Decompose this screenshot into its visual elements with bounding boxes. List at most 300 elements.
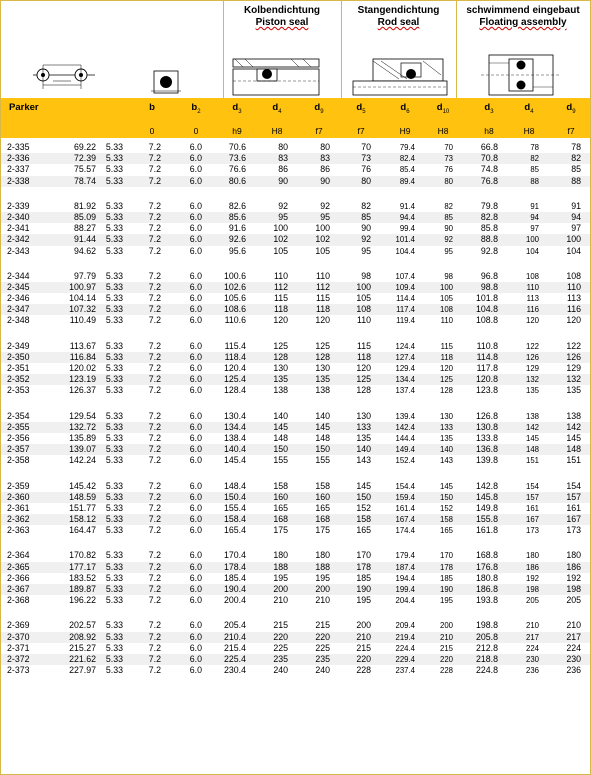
cell-b2: 6.0 (189, 175, 202, 186)
cell-cross-section: 5.33 (105, 281, 123, 292)
cell-float-d9: 148 (566, 444, 581, 455)
cell-float-d3: 70.8 (480, 153, 498, 164)
groove-cross-section-icon (151, 69, 181, 95)
cell-float-d3: 176.8 (475, 561, 498, 572)
cell-piston-d3: 138.4 (223, 432, 246, 443)
table-row (1, 481, 590, 492)
cell-piston-d9: 158 (315, 480, 330, 491)
cell-piston-d9: 168 (315, 514, 330, 525)
cell-rod-d5: 215 (356, 642, 371, 653)
cell-rod-d5: 165 (356, 525, 371, 536)
cell-b: 7.2 (148, 315, 161, 326)
cell-float-d4: 94 (530, 212, 539, 222)
cell-parker-no: 2-338 (7, 175, 30, 186)
floating-heading-de: schwimmend eingebaut (466, 5, 580, 16)
cell-b: 7.2 (148, 525, 161, 536)
cell-piston-d9: 115 (315, 293, 330, 304)
cell-b: 7.2 (148, 572, 161, 583)
cell-cross-section: 5.33 (105, 340, 123, 351)
cell-rod-d10: 80 (444, 176, 453, 186)
table-row (1, 304, 590, 315)
cell-float-d3: 161.8 (475, 525, 498, 536)
cell-parker-no: 2-362 (7, 514, 30, 525)
cell-rod-d10: 143 (439, 456, 453, 466)
cell-rod-d6: 107.4 (395, 271, 415, 281)
cell-rod-d6: 127.4 (395, 352, 415, 362)
cell-b: 7.2 (148, 642, 161, 653)
cell-b2: 6.0 (189, 561, 202, 572)
cell-rod-d5: 140 (356, 444, 371, 455)
col-d9-sub: 9 (320, 108, 324, 115)
cell-b2: 6.0 (189, 595, 202, 606)
cell-parker-no: 2-371 (7, 642, 30, 653)
cell-piston-d4: 120 (273, 315, 288, 326)
cell-float-d9: 154 (566, 480, 581, 491)
table-row (1, 363, 590, 374)
cell-float-d3: 85.8 (480, 223, 498, 234)
tol-d9: f7 (315, 126, 323, 136)
cell-piston-d9: 83 (320, 153, 330, 164)
cell-rod-d10: 152 (439, 503, 453, 513)
cell-rod-d10: 150 (439, 492, 453, 502)
cell-piston-d4: 155 (273, 455, 288, 466)
cell-b2: 6.0 (189, 514, 202, 525)
cell-parker-no: 2-335 (7, 142, 30, 152)
cell-parker-no: 2-366 (7, 572, 30, 583)
cell-piston-d3: 102.6 (223, 281, 246, 292)
cell-cross-section: 5.33 (105, 653, 123, 664)
cell-inner-diameter: 72.39 (73, 153, 96, 164)
cell-b2: 6.0 (189, 620, 202, 631)
cell-rod-d6: 219.4 (395, 632, 415, 642)
cell-inner-diameter: 107.32 (69, 304, 96, 315)
table-row (1, 595, 590, 606)
cell-float-d4: 104 (525, 246, 539, 256)
cell-piston-d9: 175 (315, 525, 330, 536)
cell-rod-d10: 145 (439, 481, 453, 491)
cell-float-d3: 142.8 (475, 480, 498, 491)
cell-rod-d10: 100 (439, 282, 453, 292)
col-float-d3 (469, 102, 509, 115)
cell-float-d9: 100 (566, 234, 581, 245)
dimension-table-body (1, 142, 590, 676)
cell-float-d4: 122 (525, 341, 539, 351)
cell-parker-no: 2-351 (7, 363, 30, 373)
cell-rod-d6: 94.4 (399, 212, 415, 222)
cell-rod-d5: 120 (356, 363, 371, 373)
cell-rod-d10: 108 (439, 305, 453, 315)
column-header-bar (1, 98, 590, 138)
cell-piston-d4: 95 (278, 211, 288, 222)
cell-rod-d10: 158 (439, 515, 453, 525)
group-spacer (1, 606, 590, 620)
cell-b: 7.2 (148, 514, 161, 525)
group-spacer (1, 257, 590, 271)
piston-seal-heading (223, 5, 341, 29)
cell-float-d4: 82 (530, 154, 539, 164)
cell-float-d9: 85 (571, 164, 581, 175)
cell-parker-no: 2-353 (7, 385, 30, 396)
cell-inner-diameter: 110.49 (69, 315, 96, 326)
cell-rod-d10: 110 (440, 316, 453, 326)
cell-float-d3: 98.8 (480, 281, 498, 292)
cell-piston-d4: 110 (273, 270, 288, 281)
cell-b: 7.2 (148, 410, 161, 421)
cell-inner-diameter: 189.87 (69, 584, 96, 594)
cell-piston-d4: 105 (273, 245, 288, 256)
cell-parker-no: 2-358 (7, 455, 30, 466)
cell-rod-d10: 200 (439, 621, 453, 631)
cell-rod-d10: 73 (444, 154, 453, 164)
cell-float-d9: 113 (566, 293, 581, 304)
cell-float-d9: 132 (566, 374, 581, 385)
cell-float-d3: 218.8 (475, 653, 498, 664)
cell-rod-d6: 224.4 (395, 643, 415, 653)
tol-rod-d5: f7 (357, 126, 365, 136)
cell-piston-d4: 225 (273, 642, 288, 653)
cell-b: 7.2 (148, 245, 161, 256)
cell-rod-d10: 170 (439, 551, 453, 561)
cell-rod-d6: 149.4 (395, 445, 415, 455)
cell-b: 7.2 (148, 665, 161, 676)
cell-piston-d4: 175 (273, 525, 288, 536)
cell-cross-section: 5.33 (105, 584, 123, 594)
cell-cross-section: 5.33 (105, 572, 123, 583)
table-row (1, 550, 590, 561)
cell-parker-no: 2-367 (7, 584, 30, 594)
table-row (1, 411, 590, 422)
cell-float-d4: 154 (525, 481, 539, 491)
cell-float-d9: 167 (566, 514, 581, 525)
cell-rod-d10: 190 (439, 585, 453, 594)
cell-piston-d4: 200 (273, 584, 288, 594)
cell-inner-diameter: 164.47 (69, 525, 96, 536)
cell-float-d3: 126.8 (475, 410, 498, 421)
col-parker: Parker (9, 102, 39, 113)
cell-rod-d5: 115 (356, 340, 371, 351)
cell-float-d3: 168.8 (475, 550, 498, 561)
cell-float-d4: 120 (525, 316, 539, 326)
col-float-d3-label: d (484, 102, 491, 113)
cell-rod-d10: 210 (439, 632, 453, 642)
cell-rod-d6: 161.4 (395, 503, 415, 513)
cell-float-d4: 113 (526, 294, 539, 304)
cell-b2: 6.0 (189, 200, 202, 211)
cell-piston-d4: 195 (273, 572, 288, 583)
cell-float-d9: 97 (571, 223, 581, 234)
cell-cross-section: 5.33 (105, 363, 123, 373)
cell-piston-d3: 185.4 (223, 572, 246, 583)
cell-cross-section: 5.33 (105, 245, 123, 256)
cell-rod-d6: 104.4 (395, 246, 415, 256)
cell-rod-d10: 165 (439, 526, 453, 536)
cell-inner-diameter: 208.92 (69, 631, 96, 642)
cell-rod-d5: 185 (356, 572, 371, 583)
table-row (1, 352, 590, 363)
cell-rod-d10: 133 (439, 422, 453, 432)
cell-cross-section: 5.33 (105, 410, 123, 421)
cell-float-d9: 161 (566, 502, 581, 513)
cell-piston-d4: 130 (273, 363, 288, 373)
cell-piston-d9: 195 (315, 572, 330, 583)
cell-float-d4: 138 (525, 411, 539, 421)
cell-cross-section: 5.33 (105, 491, 123, 502)
cell-float-d3: 101.8 (475, 293, 498, 304)
cell-b: 7.2 (148, 432, 161, 443)
cell-rod-d10: 128 (439, 386, 453, 396)
cell-inner-diameter: 183.52 (69, 572, 96, 583)
col-d9-label: d (314, 102, 321, 113)
cell-float-d4: 110 (526, 282, 539, 292)
cell-b: 7.2 (148, 620, 161, 631)
cell-float-d4: 97 (530, 224, 539, 234)
cell-rod-d5: 152 (356, 502, 371, 513)
cell-piston-d3: 155.4 (223, 502, 246, 513)
cell-rod-d10: 125 (439, 375, 453, 385)
cell-float-d4: 126 (525, 352, 539, 362)
cell-float-d9: 198 (566, 584, 581, 594)
cell-float-d3: 205.8 (475, 631, 498, 642)
cell-rod-d6: 174.4 (395, 526, 415, 536)
cell-float-d3: 155.8 (475, 514, 498, 525)
cell-float-d9: 210 (566, 620, 581, 631)
cell-rod-d5: 105 (356, 293, 371, 304)
cell-rod-d5: 118 (356, 351, 371, 362)
cell-inner-diameter: 177.17 (69, 561, 96, 572)
cell-inner-diameter: 88.27 (73, 223, 96, 234)
cell-piston-d9: 80 (320, 142, 330, 152)
cell-rod-d10: 115 (440, 341, 453, 351)
cell-inner-diameter: 97.79 (73, 270, 96, 281)
cell-rod-d6: 139.4 (395, 411, 415, 421)
cell-piston-d3: 128.4 (223, 385, 246, 396)
cell-parker-no: 2-336 (7, 153, 30, 164)
cell-piston-d9: 112 (315, 281, 330, 292)
table-row (1, 584, 590, 595)
cell-cross-section: 5.33 (105, 164, 123, 175)
cell-cross-section: 5.33 (105, 142, 123, 152)
cell-b2: 6.0 (189, 631, 202, 642)
piston-seal-diagram-icon (231, 57, 321, 97)
cell-piston-d9: 150 (315, 444, 330, 455)
cell-float-d3: 149.8 (475, 502, 498, 513)
cell-piston-d4: 90 (278, 175, 288, 186)
cell-piston-d3: 100.6 (223, 270, 246, 281)
tol-rod-d10: H8 (437, 126, 449, 136)
cell-inner-diameter: 148.59 (69, 491, 96, 502)
cell-piston-d3: 148.4 (223, 480, 246, 491)
cell-piston-d4: 210 (273, 595, 288, 606)
cell-b: 7.2 (148, 363, 161, 373)
cell-inner-diameter: 126.37 (69, 385, 96, 396)
cell-parker-no: 2-363 (7, 525, 30, 536)
cell-rod-d6: 79.4 (399, 143, 415, 152)
table-row (1, 654, 590, 665)
cell-inner-diameter: 202.57 (69, 620, 96, 631)
cell-float-d9: 192 (566, 572, 581, 583)
cell-piston-d9: 90 (320, 175, 330, 186)
cell-parker-no: 2-337 (7, 164, 30, 175)
cell-b: 7.2 (148, 444, 161, 455)
cell-piston-d9: 220 (315, 631, 330, 642)
cell-inner-diameter: 85.09 (73, 211, 96, 222)
cell-piston-d9: 105 (315, 245, 330, 256)
cell-float-d3: 212.8 (475, 642, 498, 653)
cell-float-d3: 123.8 (475, 385, 498, 396)
cell-rod-d5: 95 (361, 245, 371, 256)
cell-piston-d4: 150 (273, 444, 288, 455)
cell-piston-d3: 70.6 (228, 142, 246, 152)
cell-inner-diameter: 91.44 (73, 234, 96, 245)
cell-b: 7.2 (148, 175, 161, 186)
col-float-d9 (551, 102, 591, 115)
tol-rod-d6: H9 (399, 126, 411, 136)
cell-piston-d4: 165 (273, 502, 288, 513)
cell-piston-d3: 82.6 (228, 200, 246, 211)
cell-float-d9: 120 (566, 315, 581, 326)
cell-piston-d3: 205.4 (223, 620, 246, 631)
cell-piston-d9: 155 (315, 455, 330, 466)
cell-rod-d10: 195 (439, 596, 453, 606)
cell-b2: 6.0 (189, 455, 202, 466)
cell-float-d4: 205 (525, 596, 539, 606)
cell-b: 7.2 (148, 293, 161, 304)
cell-cross-section: 5.33 (105, 175, 123, 186)
cell-inner-diameter: 113.67 (69, 340, 96, 351)
cell-rod-d5: 128 (356, 385, 371, 396)
cell-piston-d9: 200 (315, 584, 330, 594)
col-rod-d10 (423, 102, 463, 115)
cell-b2: 6.0 (189, 374, 202, 385)
table-row (1, 282, 590, 293)
cell-piston-d4: 135 (273, 374, 288, 385)
table-row (1, 234, 590, 245)
cell-parker-no: 2-343 (7, 245, 30, 256)
cell-parker-no: 2-372 (7, 653, 30, 664)
cell-rod-d6: 199.4 (395, 585, 415, 594)
table-row (1, 422, 590, 433)
cell-rod-d10: 118 (440, 352, 453, 362)
cell-float-d9: 108 (566, 270, 581, 281)
cell-piston-d4: 235 (273, 653, 288, 664)
cell-rod-d5: 125 (356, 374, 371, 385)
cell-piston-d9: 118 (315, 304, 330, 315)
cell-parker-no: 2-369 (7, 620, 30, 631)
cell-piston-d3: 225.4 (223, 653, 246, 664)
tol-float-d9: f7 (567, 126, 575, 136)
cell-piston-d9: 160 (315, 491, 330, 502)
cell-b2: 6.0 (189, 270, 202, 281)
cell-piston-d4: 80 (278, 142, 288, 152)
o-ring-diagram-icon (29, 61, 99, 93)
cell-inner-diameter: 221.62 (69, 653, 96, 664)
cell-float-d4: 192 (525, 573, 539, 583)
cell-b2: 6.0 (189, 164, 202, 175)
cell-float-d9: 145 (566, 432, 581, 443)
cell-inner-diameter: 151.77 (69, 502, 96, 513)
cell-rod-d5: 190 (356, 584, 371, 594)
cell-float-d9: 91 (571, 200, 581, 211)
cell-piston-d3: 230.4 (223, 665, 246, 676)
cell-b: 7.2 (148, 584, 161, 594)
cell-piston-d3: 190.4 (223, 584, 246, 594)
cell-b: 7.2 (148, 455, 161, 466)
cell-cross-section: 5.33 (105, 631, 123, 642)
col-rod-d6 (385, 102, 425, 115)
cell-piston-d9: 188 (315, 561, 330, 572)
table-row (1, 632, 590, 643)
cell-rod-d5: 210 (356, 631, 371, 642)
cell-piston-d4: 112 (273, 281, 288, 292)
cell-inner-diameter: 158.12 (69, 514, 96, 525)
cell-rod-d6: 194.4 (395, 573, 415, 583)
floating-heading-en: Floating assembly (479, 17, 567, 28)
table-row (1, 525, 590, 536)
col-rod-d5-sub: 5 (362, 108, 366, 115)
cell-inner-diameter: 94.62 (73, 245, 96, 256)
cell-b: 7.2 (148, 200, 161, 211)
cell-cross-section: 5.33 (105, 351, 123, 362)
cell-piston-d3: 91.6 (228, 223, 246, 234)
cell-rod-d5: 108 (356, 304, 371, 315)
cell-rod-d5: 133 (356, 421, 371, 432)
cell-b2: 6.0 (189, 653, 202, 664)
cell-piston-d4: 83 (278, 153, 288, 164)
col-rod-d5-label: d (356, 102, 363, 113)
cell-rod-d6: 187.4 (395, 562, 415, 572)
cell-rod-d5: 98 (361, 270, 371, 281)
cell-b: 7.2 (148, 561, 161, 572)
cell-rod-d6: 179.4 (395, 551, 415, 561)
cell-float-d4: 173 (525, 526, 539, 536)
cell-rod-d6: 119.4 (396, 316, 415, 326)
cell-piston-d9: 148 (315, 432, 330, 443)
cell-rod-d6: 82.4 (399, 154, 415, 164)
col-b2 (176, 102, 216, 115)
cell-float-d4: 180 (525, 551, 539, 561)
col-rod-d10-sub: 10 (442, 108, 450, 115)
cell-cross-section: 5.33 (105, 514, 123, 525)
cell-rod-d5: 200 (356, 620, 371, 631)
cell-b2: 6.0 (189, 480, 202, 491)
cell-b2: 6.0 (189, 223, 202, 234)
cell-parker-no: 2-349 (7, 340, 30, 351)
cell-rod-d6: 99.4 (399, 224, 415, 234)
cell-piston-d9: 180 (315, 550, 330, 561)
cell-rod-d6: 204.4 (395, 596, 415, 606)
cell-rod-d5: 110 (356, 315, 371, 326)
cell-piston-d9: 235 (315, 653, 330, 664)
cell-rod-d10: 220 (439, 654, 453, 664)
cell-float-d9: 157 (566, 491, 581, 502)
cell-rod-d6: 124.4 (395, 341, 415, 351)
cell-rod-d5: 170 (356, 550, 371, 561)
cell-inner-diameter: 142.24 (69, 455, 96, 466)
cell-float-d9: 129 (566, 363, 581, 373)
table-row (1, 212, 590, 223)
cell-float-d4: 85 (530, 165, 539, 175)
cell-float-d9: 88 (571, 175, 581, 186)
cell-float-d9: 104 (566, 245, 581, 256)
cell-float-d3: 117.8 (476, 363, 498, 373)
cell-b2: 6.0 (189, 502, 202, 513)
group-spacer (1, 467, 590, 481)
cell-piston-d3: 130.4 (223, 410, 246, 421)
cell-float-d3: 74.8 (480, 164, 498, 175)
col-float-d4-sub: 4 (530, 108, 534, 115)
cell-piston-d3: 110.6 (224, 315, 246, 326)
cell-piston-d4: 145 (273, 421, 288, 432)
